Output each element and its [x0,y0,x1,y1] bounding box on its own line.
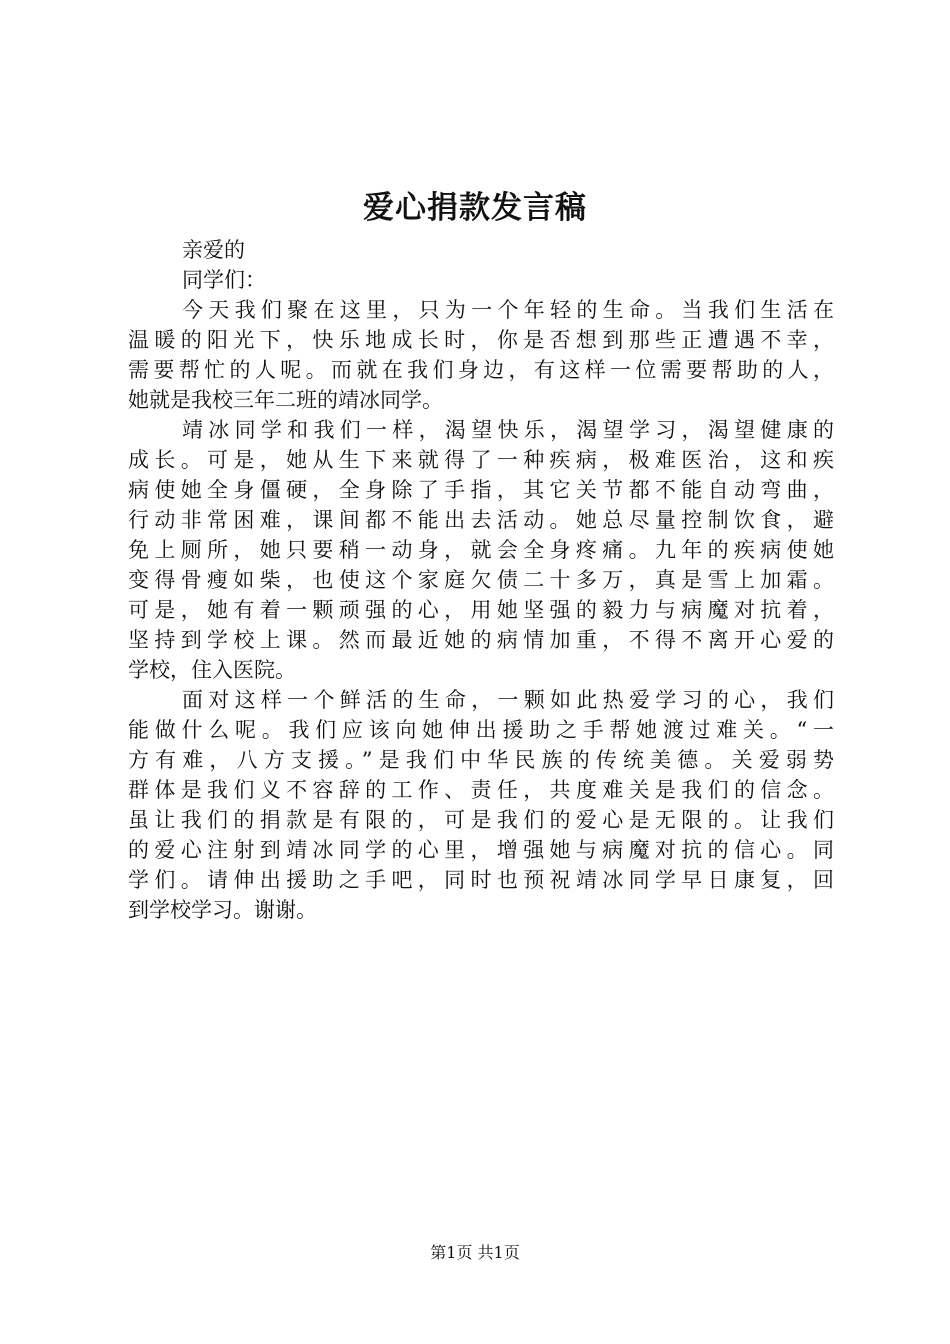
paragraph-line: 虽让我们的捐款是有限的，可是我们的爱心是无限的。让我们 [128,808,834,832]
salutation-line: 亲爱的 [182,238,245,262]
paragraph-1 [128,295,834,415]
paragraph-2 [128,415,834,685]
paragraph-line: 到学校学习。谢谢。 [128,898,317,922]
paragraph-line: 面对这样一个鲜活的生命，一颗如此热爱学习的心，我们 [182,688,834,712]
document-title: 爱心捐款发言稿 [363,190,587,226]
paragraph-line: 成长。可是，她从生下来就得了一种疾病，极难医治，这和疾 [128,448,834,472]
paragraph-line: 学们。请伸出援助之手吧，同时也预祝靖冰同学早日康复，回 [128,868,834,892]
paragraph-line: 她就是我校三年二班的靖冰同学。 [128,388,443,412]
paragraph-line: 可是，她有着一颗顽强的心，用她坚强的毅力与病魔对抗着， [128,598,834,622]
paragraph-line: 行动非常困难，课间都不能出去活动。她总尽量控制饮食，避 [128,508,834,532]
paragraph-line: 温暖的阳光下，快乐地成长时，你是否想到那些正遭遇不幸， [128,328,834,352]
document-body [128,235,834,925]
paragraph-line: 的爱心注射到靖冰同学的心里，增强她与病魔对抗的信心。同 [128,838,834,862]
paragraph-line: 靖冰同学和我们一样，渴望快乐，渴望学习，渴望健康的 [182,418,834,442]
paragraph-line: 学校，住入医院。 [128,658,296,682]
paragraph-line: 今天我们聚在这里，只为一个年轻的生命。当我们生活在 [182,298,834,322]
paragraph-line: 能做什么呢。我们应该向她伸出援助之手帮她渡过难关。“一 [128,718,834,742]
paragraph-line: 变得骨瘦如柴，也使这个家庭欠债二十多万，真是雪上加霜。 [128,568,834,592]
paragraph-line: 免上厕所，她只要稍一动身，就会全身疼痛。九年的疾病使她 [128,538,834,562]
paragraph-line: 群体是我们义不容辞的工作、责任，共度难关是我们的信念。 [128,778,834,802]
salutation-line: 同学们： [182,268,266,292]
paragraph-line: 需要帮忙的人呢。而就在我们身边，有这样一位需要帮助的人， [128,358,834,382]
page-footer: 第1页 共1页 [430,1243,520,1262]
paragraph-3 [128,685,834,925]
paragraph-line: 病使她全身僵硬，全身除了手指，其它关节都不能自动弯曲， [128,478,834,502]
paragraph-line: 坚持到学校上课。然而最近她的病情加重，不得不离开心爱的 [128,628,834,652]
paragraph-line: 方有难，八方支援。”是我们中华民族的传统美德。关爱弱势 [128,748,834,772]
